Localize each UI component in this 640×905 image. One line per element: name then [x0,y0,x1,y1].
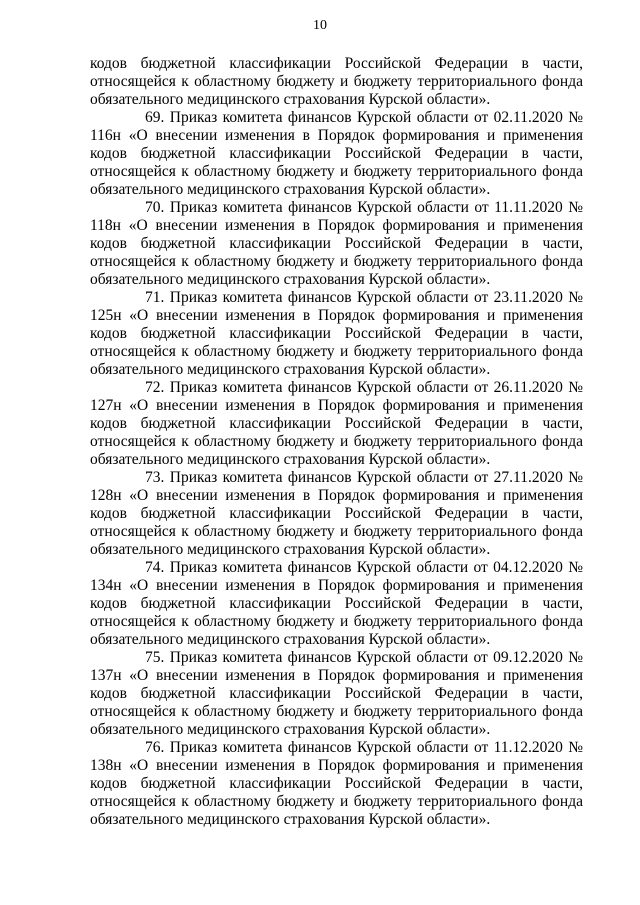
list-item-72: 72. Приказ комитета финансов Курской области от 26.11.2020 № 127н «О внесении изменения в Порядок формирования и применения кодов бюджетной классификации Российской Федерации в части, относящейся к областному бюджету и бюджету территориального фонда обязательного медицинского страхования Курской области». [90,379,583,468]
list-item-74: 74. Приказ комитета финансов Курской области от 04.12.2020 № 134н «О внесении изменения в Порядок формирования и применения кодов бюджетной классификации Российской Федерации в части, относящейся к областному бюджету и бюджету территориального фонда обязательного медицинского страхования Курской области». [90,559,583,648]
page-number: 10 [313,18,327,33]
list-item-69: 69. Приказ комитета финансов Курской области от 02.11.2020 № 116н «О внесении изменения в Порядок формирования и применения кодов бюджетной классификации Российской Федерации в части, относящейся к областному бюджету и бюджету территориального фонда обязательного медицинского страхования Курской области». [90,109,583,198]
list-item-75: 75. Приказ комитета финансов Курской области от 09.12.2020 № 137н «О внесении изменения в Порядок формирования и применения кодов бюджетной классификации Российской Федерации в части, относящейся к областному бюджету и бюджету территориального фонда обязательного медицинского страхования Курской области». [90,649,583,738]
paragraph-continuation: кодов бюджетной классификации Российской Федерации в части, относящейся к областному бюджету и бюджету территориального фонда обязательного медицинского страхования Курской области». [90,55,583,108]
list-item-76: 76. Приказ комитета финансов Курской области от 11.12.2020 № 138н «О внесении изменения в Порядок формирования и применения кодов бюджетной классификации Российской Федерации в части, относящейся к областному бюджету и бюджету территориального фонда обязательного медицинского страхования Курской области». [90,739,583,828]
list-item-71: 71. Приказ комитета финансов Курской области от 23.11.2020 № 125н «О внесении изменения в Порядок формирования и применения кодов бюджетной классификации Российской Федерации в части, относящейся к областному бюджету и бюджету территориального фонда обязательного медицинского страхования Курской области». [90,289,583,378]
list-item-73: 73. Приказ комитета финансов Курской области от 27.11.2020 № 128н «О внесении изменения в Порядок формирования и применения кодов бюджетной классификации Российской Федерации в части, относящейся к областному бюджету и бюджету территориального фонда обязательного медицинского страхования Курской области». [90,469,583,558]
document-body [90,55,583,829]
list-item-70: 70. Приказ комитета финансов Курской области от 11.11.2020 № 118н «О внесении изменения в Порядок формирования и применения кодов бюджетной классификации Российской Федерации в части, относящейся к областному бюджету и бюджету территориального фонда обязательного медицинского страхования Курской области». [90,199,583,288]
